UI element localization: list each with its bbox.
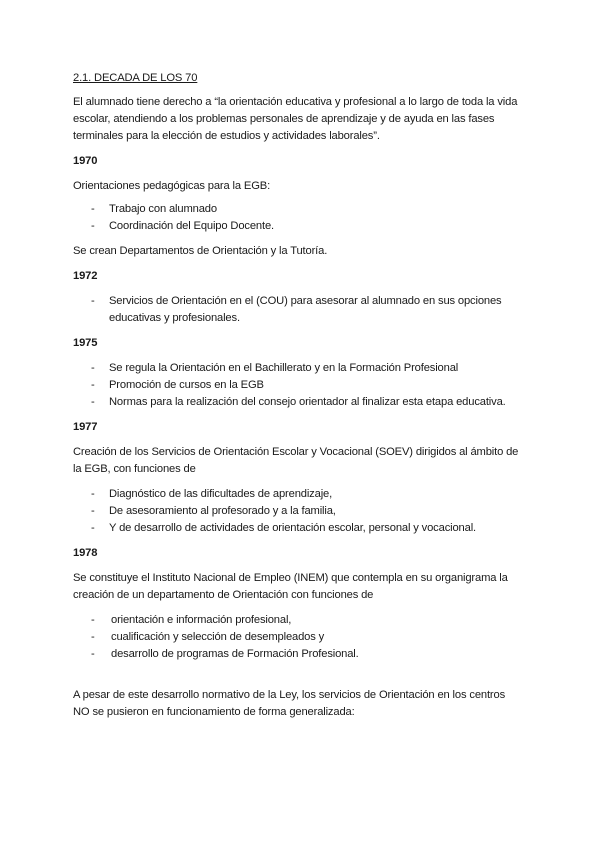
list-item: - orientación e información profesional, bbox=[73, 612, 523, 629]
after-1970: Se crean Departamentos de Orientación y la Tutoría. bbox=[73, 245, 328, 257]
dash-bullet: - bbox=[91, 505, 95, 517]
spacer bbox=[73, 671, 523, 687]
year-heading-1970: 1970 bbox=[73, 155, 98, 167]
lead-1977: Creación de los Servicios de Orientación Escolar y Vocacional (SOEV) dirigidos al ámbito de la EGB, con funciones de bbox=[73, 446, 519, 475]
list-item: - desarrollo de programas de Formación Profesional. bbox=[73, 646, 523, 663]
dash-bullet: - bbox=[91, 203, 95, 215]
conclusion-paragraph: A pesar de este desarrollo normativo de la Ley, los servicios de Orientación en los centros NO se pusieron en funcionamiento de forma generalizada: bbox=[73, 689, 506, 718]
dash-bullet: - bbox=[91, 631, 95, 643]
dash-bullet: - bbox=[91, 362, 95, 374]
year-heading-1972: 1972 bbox=[73, 270, 98, 282]
dash-bullet: - bbox=[91, 396, 95, 408]
list-item: - Y de desarrollo de actividades de orientación escolar, personal y vocacional. bbox=[73, 520, 523, 537]
list-item: - Diagnóstico de las dificultades de aprendizaje, bbox=[73, 486, 523, 503]
year-heading-1975: 1975 bbox=[73, 337, 98, 349]
dash-bullet: - bbox=[91, 614, 95, 626]
list-1970 bbox=[73, 201, 523, 235]
list-1978 bbox=[73, 612, 523, 663]
dash-bullet: - bbox=[91, 522, 95, 534]
lead-1978: Se constituye el Instituto Nacional de Empleo (INEM) que contempla en su organigrama la creación de un departamento de Orientación con funciones de bbox=[73, 572, 508, 601]
dash-bullet: - bbox=[91, 220, 95, 232]
dash-bullet: - bbox=[91, 379, 95, 391]
year-heading-1978: 1978 bbox=[73, 547, 98, 559]
list-item: - De asesoramiento al profesorado y a la familia, bbox=[73, 503, 523, 520]
list-1975 bbox=[73, 360, 523, 411]
list-item: - Promoción de cursos en la EGB bbox=[73, 377, 523, 394]
lead-1970: Orientaciones pedagógicas para la EGB: bbox=[73, 180, 271, 192]
list-1972 bbox=[73, 293, 523, 327]
list-item: - Normas para la realización del consejo orientador al finalizar esta etapa educativa. bbox=[73, 394, 523, 411]
list-item: - Se regula la Orientación en el Bachillerato y en la Formación Profesional bbox=[73, 360, 523, 377]
intro-paragraph: El alumnado tiene derecho a “la orientación educativa y profesional a lo largo de toda la vida escolar, atendiendo a los problemas personales de aprendizaje y de ayuda en las fases terminales para la elección de estudios y actividades laborales”. bbox=[73, 96, 518, 142]
dash-bullet: - bbox=[91, 295, 95, 307]
list-1977 bbox=[73, 486, 523, 537]
document-page bbox=[73, 70, 523, 729]
year-heading-1977: 1977 bbox=[73, 421, 98, 433]
list-item: - Trabajo con alumnado bbox=[73, 201, 523, 218]
dash-bullet: - bbox=[91, 648, 95, 660]
list-item: - Servicios de Orientación en el (COU) para asesorar al alumnado en sus opciones educativas y profesionales. bbox=[91, 295, 502, 324]
section-heading: 2.1. DECADA DE LOS 70 bbox=[73, 72, 198, 84]
list-item: - cualificación y selección de desempleados y bbox=[73, 629, 523, 646]
dash-bullet: - bbox=[91, 488, 95, 500]
list-item: - Coordinación del Equipo Docente. bbox=[73, 218, 523, 235]
